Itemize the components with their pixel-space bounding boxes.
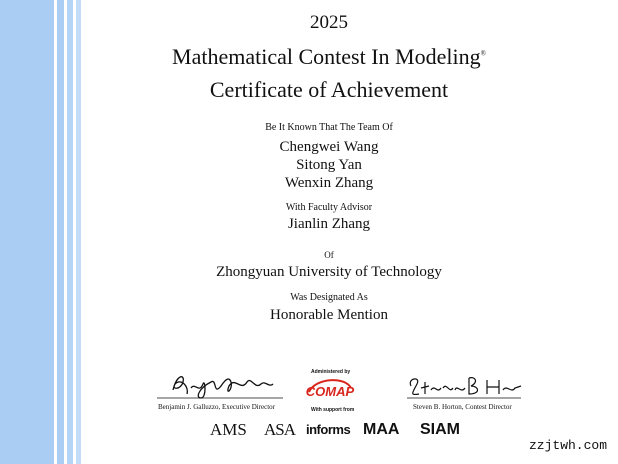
informs-logo: informs [306,422,351,437]
watermark-text: zzjtwh.com [529,438,608,453]
institution-name: Zhongyuan University of Technology [216,264,442,280]
intro-text: Be It Known That The Team Of [265,122,393,133]
executive-director-caption: Benjamin J. Galluzzo, Executive Director [158,403,276,411]
designated-label: Was Designated As [290,292,368,303]
faculty-advisor: Jianlin Zhang [287,216,371,232]
of-label: Of [324,250,334,260]
contest-director-caption: Steven B. Horton, Contest Director [413,403,512,411]
team-member-2: Sitong Yan [296,157,362,173]
siam-logo: SIAM [420,421,460,438]
registered-mark: ® [480,49,486,58]
contest-director-signature [405,372,523,402]
team-member-3: Wenxin Zhang [284,175,374,191]
certificate-title: Certificate of Achievement [209,77,449,102]
executive-director-signature [155,368,285,402]
comap-logo-icon [305,374,355,404]
support-label: With support from [311,407,355,413]
certificate-year: 2025 [310,12,348,33]
asa-logo: ASA [264,420,296,439]
advisor-label: With Faculty Advisor [285,202,373,213]
award-level: Honorable Mention [270,307,388,323]
team-member-1: Chengwei Wang [279,139,379,155]
ams-logo: AMS [210,420,247,439]
administered-by-label: Administered by [311,369,351,375]
contest-name-text: Mathematical Contest In Modeling [172,44,481,69]
maa-logo: MAA [363,421,400,438]
comap-logo-text: COMAP [305,384,355,399]
contest-name [40,44,618,70]
